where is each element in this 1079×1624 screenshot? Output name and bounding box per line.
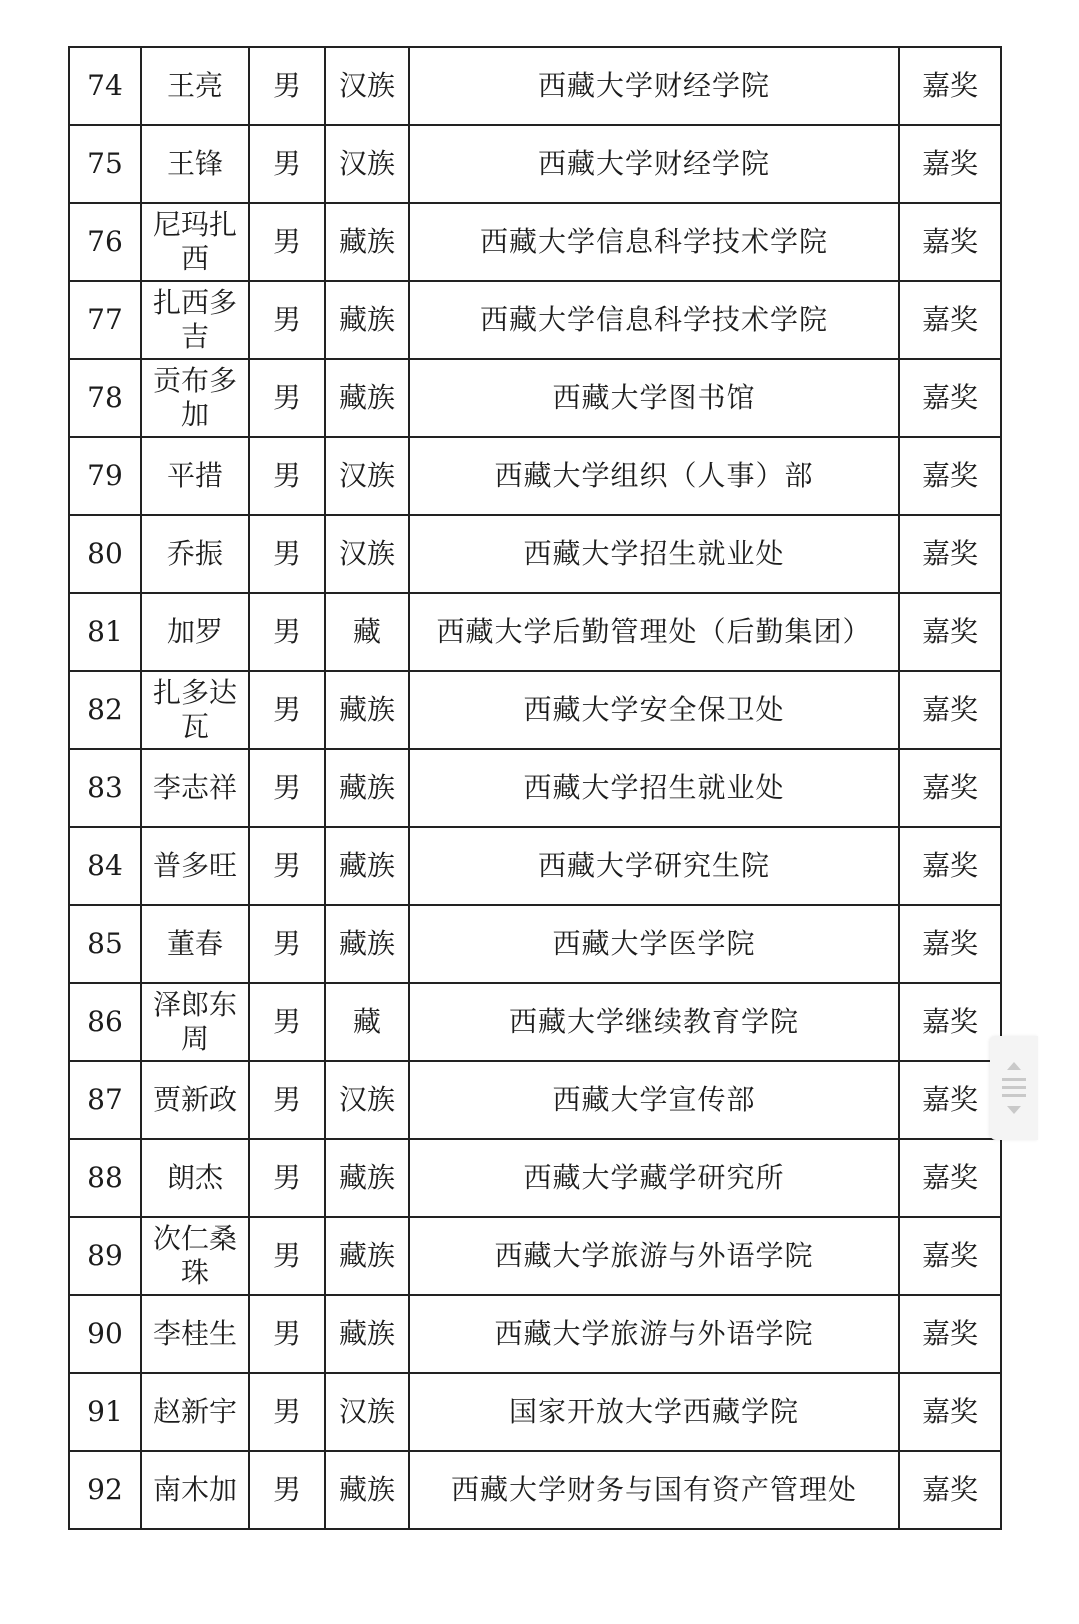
person-name-cell: 贾新政 (141, 1061, 249, 1139)
table-row (69, 1451, 1001, 1529)
work-unit-cell: 西藏大学医学院 (409, 905, 899, 983)
person-name-cell: 王亮 (141, 47, 249, 125)
gender-cell: 男 (249, 671, 325, 749)
scroll-handle-bar (1002, 1094, 1026, 1097)
award-type-cell: 嘉奖 (899, 515, 1001, 593)
person-name-cell: 李桂生 (141, 1295, 249, 1373)
work-unit-cell: 西藏大学财务与国有资产管理处 (409, 1451, 899, 1529)
row-number-cell: 85 (69, 905, 141, 983)
person-name-cell: 朗杰 (141, 1139, 249, 1217)
table-row (69, 749, 1001, 827)
ethnicity-cell: 汉族 (325, 125, 409, 203)
work-unit-cell: 西藏大学信息科学技术学院 (409, 203, 899, 281)
ethnicity-cell: 藏族 (325, 1295, 409, 1373)
work-unit-cell: 西藏大学藏学研究所 (409, 1139, 899, 1217)
ethnicity-cell: 藏族 (325, 359, 409, 437)
award-type-cell: 嘉奖 (899, 1217, 1001, 1295)
award-type-cell: 嘉奖 (899, 203, 1001, 281)
ethnicity-cell: 藏族 (325, 1451, 409, 1529)
ethnicity-cell: 藏族 (325, 905, 409, 983)
table-row (69, 983, 1001, 1061)
award-type-cell: 嘉奖 (899, 905, 1001, 983)
work-unit-cell: 西藏大学组织（人事）部 (409, 437, 899, 515)
work-unit-cell: 西藏大学安全保卫处 (409, 671, 899, 749)
table-row (69, 203, 1001, 281)
table-row (69, 1217, 1001, 1295)
person-name-cell: 扎西多吉 (141, 281, 249, 359)
award-type-cell: 嘉奖 (899, 1373, 1001, 1451)
person-name-cell: 加罗 (141, 593, 249, 671)
row-number-cell: 87 (69, 1061, 141, 1139)
gender-cell: 男 (249, 1139, 325, 1217)
gender-cell: 男 (249, 125, 325, 203)
work-unit-cell: 西藏大学宣传部 (409, 1061, 899, 1139)
row-number-cell: 81 (69, 593, 141, 671)
ethnicity-cell: 藏族 (325, 749, 409, 827)
row-number-cell: 82 (69, 671, 141, 749)
work-unit-cell: 西藏大学招生就业处 (409, 515, 899, 593)
ethnicity-cell: 藏族 (325, 827, 409, 905)
ethnicity-cell: 汉族 (325, 47, 409, 125)
ethnicity-cell: 藏 (325, 593, 409, 671)
person-name-cell: 泽郎东周 (141, 983, 249, 1061)
gender-cell: 男 (249, 593, 325, 671)
row-number-cell: 74 (69, 47, 141, 125)
person-name-cell: 乔振 (141, 515, 249, 593)
ethnicity-cell: 藏族 (325, 281, 409, 359)
table-row (69, 905, 1001, 983)
row-number-cell: 78 (69, 359, 141, 437)
person-name-cell: 贡布多加 (141, 359, 249, 437)
scroll-handle[interactable] (990, 1036, 1038, 1140)
row-number-cell: 86 (69, 983, 141, 1061)
work-unit-cell: 西藏大学后勤管理处（后勤集团） (409, 593, 899, 671)
work-unit-cell: 西藏大学研究生院 (409, 827, 899, 905)
work-unit-cell: 西藏大学信息科学技术学院 (409, 281, 899, 359)
award-roster-table (68, 46, 1002, 1530)
ethnicity-cell: 汉族 (325, 515, 409, 593)
award-type-cell: 嘉奖 (899, 983, 1001, 1061)
work-unit-cell: 西藏大学招生就业处 (409, 749, 899, 827)
work-unit-cell: 西藏大学财经学院 (409, 47, 899, 125)
award-type-cell: 嘉奖 (899, 1061, 1001, 1139)
work-unit-cell: 西藏大学旅游与外语学院 (409, 1295, 899, 1373)
award-type-cell: 嘉奖 (899, 47, 1001, 125)
person-name-cell: 李志祥 (141, 749, 249, 827)
row-number-cell: 92 (69, 1451, 141, 1529)
ethnicity-cell: 汉族 (325, 1373, 409, 1451)
gender-cell: 男 (249, 827, 325, 905)
row-number-cell: 75 (69, 125, 141, 203)
person-name-cell: 平措 (141, 437, 249, 515)
row-number-cell: 88 (69, 1139, 141, 1217)
table-row (69, 593, 1001, 671)
person-name-cell: 王锋 (141, 125, 249, 203)
row-number-cell: 91 (69, 1373, 141, 1451)
person-name-cell: 赵新宇 (141, 1373, 249, 1451)
ethnicity-cell: 藏族 (325, 1217, 409, 1295)
table-row (69, 515, 1001, 593)
award-type-cell: 嘉奖 (899, 671, 1001, 749)
gender-cell: 男 (249, 905, 325, 983)
person-name-cell: 扎多达瓦 (141, 671, 249, 749)
arrow-down-icon (1007, 1106, 1021, 1114)
table-row (69, 437, 1001, 515)
scroll-handle-bar (1002, 1086, 1026, 1089)
table-row (69, 1373, 1001, 1451)
table-row (69, 47, 1001, 125)
ethnicity-cell: 藏 (325, 983, 409, 1061)
work-unit-cell: 西藏大学财经学院 (409, 125, 899, 203)
award-type-cell: 嘉奖 (899, 827, 1001, 905)
gender-cell: 男 (249, 749, 325, 827)
ethnicity-cell: 汉族 (325, 1061, 409, 1139)
person-name-cell: 尼玛扎西 (141, 203, 249, 281)
work-unit-cell: 西藏大学图书馆 (409, 359, 899, 437)
person-name-cell: 董春 (141, 905, 249, 983)
row-number-cell: 84 (69, 827, 141, 905)
person-name-cell: 普多旺 (141, 827, 249, 905)
person-name-cell: 南木加 (141, 1451, 249, 1529)
table-row (69, 827, 1001, 905)
work-unit-cell: 国家开放大学西藏学院 (409, 1373, 899, 1451)
row-number-cell: 79 (69, 437, 141, 515)
gender-cell: 男 (249, 515, 325, 593)
gender-cell: 男 (249, 1451, 325, 1529)
award-type-cell: 嘉奖 (899, 359, 1001, 437)
award-type-cell: 嘉奖 (899, 125, 1001, 203)
gender-cell: 男 (249, 47, 325, 125)
gender-cell: 男 (249, 203, 325, 281)
ethnicity-cell: 藏族 (325, 203, 409, 281)
award-type-cell: 嘉奖 (899, 437, 1001, 515)
ethnicity-cell: 藏族 (325, 1139, 409, 1217)
award-type-cell: 嘉奖 (899, 281, 1001, 359)
row-number-cell: 83 (69, 749, 141, 827)
gender-cell: 男 (249, 1373, 325, 1451)
row-number-cell: 90 (69, 1295, 141, 1373)
table-row (69, 1295, 1001, 1373)
award-type-cell: 嘉奖 (899, 1139, 1001, 1217)
gender-cell: 男 (249, 1295, 325, 1373)
table-row (69, 359, 1001, 437)
gender-cell: 男 (249, 983, 325, 1061)
award-type-cell: 嘉奖 (899, 1295, 1001, 1373)
gender-cell: 男 (249, 359, 325, 437)
table-row (69, 671, 1001, 749)
person-name-cell: 次仁桑珠 (141, 1217, 249, 1295)
row-number-cell: 77 (69, 281, 141, 359)
gender-cell: 男 (249, 1061, 325, 1139)
award-type-cell: 嘉奖 (899, 593, 1001, 671)
row-number-cell: 76 (69, 203, 141, 281)
ethnicity-cell: 藏族 (325, 671, 409, 749)
gender-cell: 男 (249, 281, 325, 359)
gender-cell: 男 (249, 1217, 325, 1295)
row-number-cell: 80 (69, 515, 141, 593)
table-row (69, 1061, 1001, 1139)
ethnicity-cell: 汉族 (325, 437, 409, 515)
scroll-handle-icon (1002, 1078, 1026, 1081)
arrow-up-icon (1007, 1062, 1021, 1070)
gender-cell: 男 (249, 437, 325, 515)
award-type-cell: 嘉奖 (899, 749, 1001, 827)
work-unit-cell: 西藏大学旅游与外语学院 (409, 1217, 899, 1295)
work-unit-cell: 西藏大学继续教育学院 (409, 983, 899, 1061)
row-number-cell: 89 (69, 1217, 141, 1295)
table-row (69, 281, 1001, 359)
roster-body (69, 47, 1001, 1529)
table-row (69, 125, 1001, 203)
table-row (69, 1139, 1001, 1217)
award-type-cell: 嘉奖 (899, 1451, 1001, 1529)
